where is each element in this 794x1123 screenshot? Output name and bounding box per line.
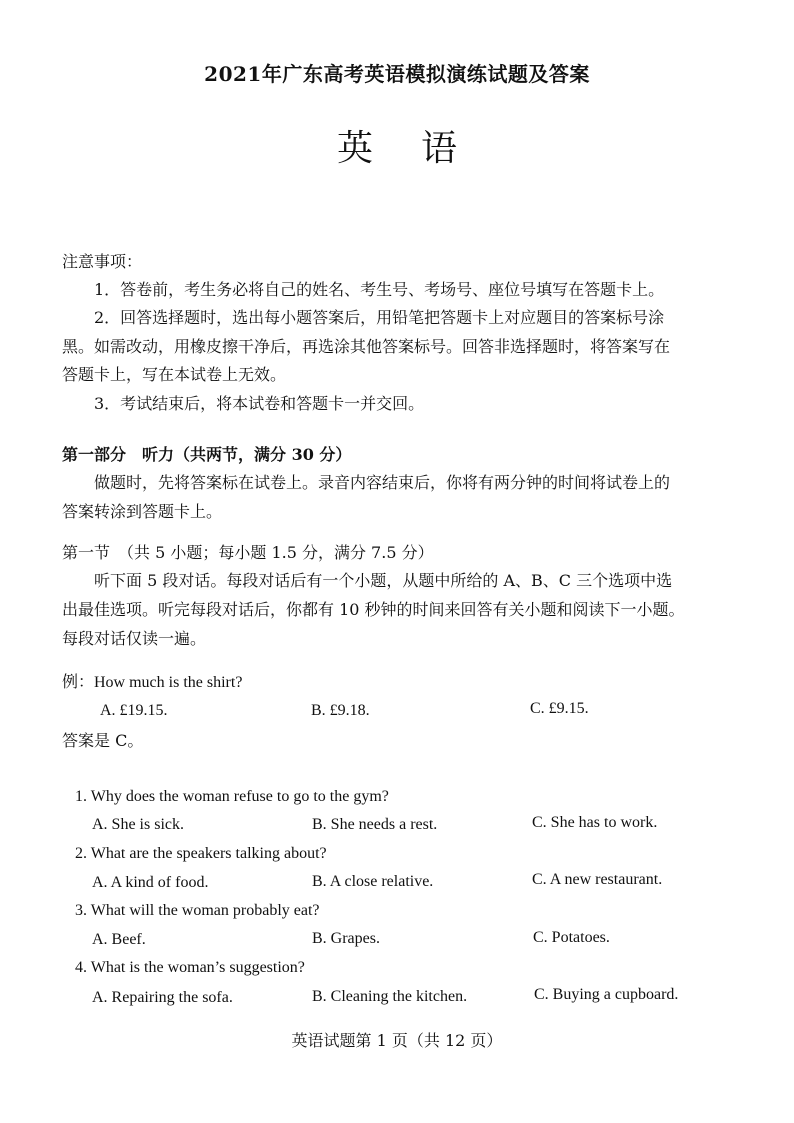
question-4-option-a: A. Repairing the sofa.	[92, 989, 233, 1006]
page-footer: 英语试题第 1 页（共 12 页）	[291, 1031, 503, 1050]
example-option-a: A. £19.15.	[100, 702, 168, 719]
example-answer: 答案是 C。	[62, 731, 144, 750]
notice-heading: 注意事项：	[62, 252, 143, 271]
question-4: 4. What is the woman’s suggestion?	[75, 959, 305, 976]
notice-item-1: 1．答卷前，考生务必将自己的姓名、考生号、考场号、座位号填写在答题卡上。	[94, 280, 665, 299]
question-1-option-b: B. She needs a rest.	[312, 816, 438, 833]
example-option-c: C. £9.15.	[530, 700, 589, 717]
question-4-option-b: B. Cleaning the kitchen.	[312, 988, 468, 1005]
example-question: 例：How much is the shirt?	[62, 674, 243, 691]
part1-heading: 第一部分 听力（共两节，满分 30 分）	[62, 445, 352, 464]
question-2-option-c: C. A new restaurant.	[532, 871, 663, 888]
question-2-option-b: B. A close relative.	[312, 873, 434, 890]
question-2-option-a: A. A kind of food.	[92, 874, 209, 891]
section1-heading: 第一节 （共 5 小题；每小题 1.5 分，满分 7.5 分）	[62, 543, 434, 562]
notice-item-3: 3．考试结束后，将本试卷和答题卡一并交回。	[94, 394, 425, 413]
section1-desc-line-3: 每段对话仅读一遍。	[62, 629, 207, 648]
section1-desc-line-2: 出最佳选项。听完每段对话后，你都有 10 秒钟的时间来回答有关小题和阅读下一小题。	[62, 600, 685, 619]
notice-item-2-line-1: 2．回答选择题时，选出每小题答案后，用铅笔把答题卡上对应题目的答案标号涂	[94, 308, 665, 327]
example-option-b: B. £9.18.	[311, 702, 370, 719]
question-1-option-c: C. She has to work.	[532, 814, 658, 831]
question-3-option-b: B. Grapes.	[312, 930, 380, 947]
document-title: 2021年广东高考英语模拟演练试题及答案	[204, 62, 590, 86]
section1-desc-line-1: 听下面 5 段对话。每段对话后有一个小题，从题中所给的 A、B、C 三个选项中选	[94, 571, 673, 590]
notice-item-2-line-3: 答题卡上，写在本试卷上无效。	[62, 365, 287, 384]
question-4-option-c: C. Buying a cupboard.	[534, 986, 679, 1003]
question-3-option-a: A. Beef.	[92, 931, 146, 948]
notice-item-2-line-2: 黑。如需改动，用橡皮擦干净后，再选涂其他答案标号。回答非选择题时，将答案写在	[62, 337, 671, 356]
question-1: 1. Why does the woman refuse to go to the gym?	[75, 788, 389, 805]
question-3-option-c: C. Potatoes.	[533, 929, 610, 946]
part1-desc-line-1: 做题时，先将答案标在试卷上。录音内容结束后，你将有两分钟的时间将试卷上的	[94, 473, 671, 492]
question-3: 3. What will the woman probably eat?	[75, 902, 320, 919]
question-1-option-a: A. She is sick.	[92, 816, 184, 833]
subject-title: 英语	[336, 128, 505, 169]
question-2: 2. What are the speakers talking about?	[75, 845, 327, 862]
part1-desc-line-2: 答案转涂到答题卡上。	[62, 502, 223, 521]
